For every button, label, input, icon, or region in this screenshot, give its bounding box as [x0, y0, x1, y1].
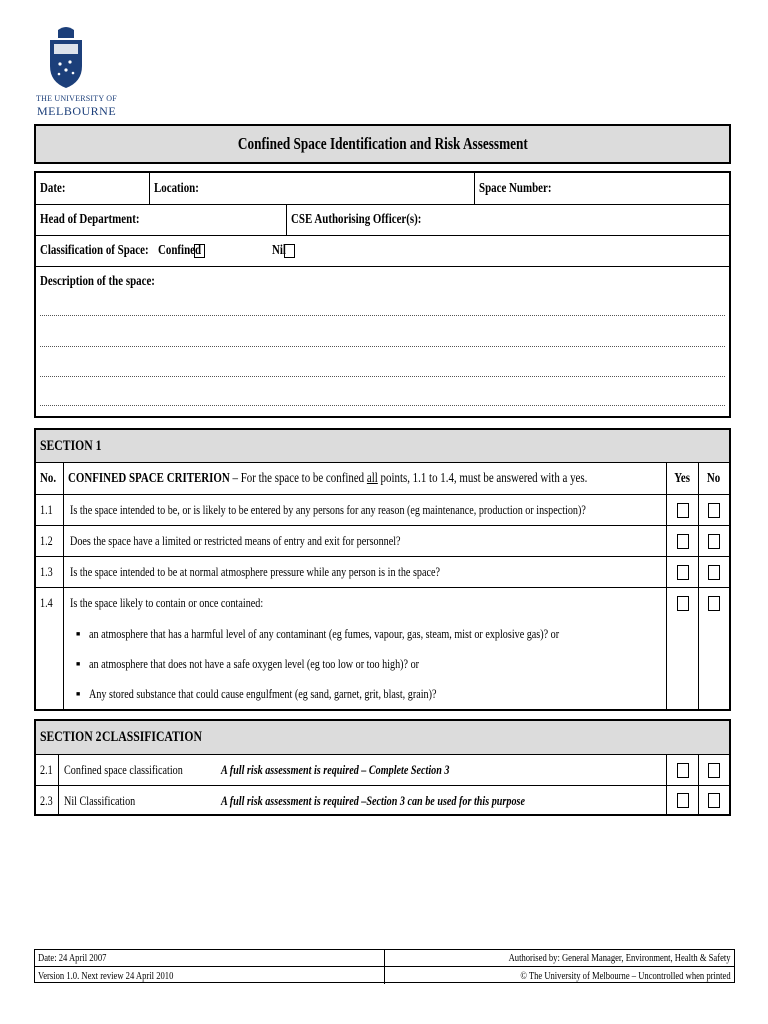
university-logo: [36, 26, 117, 120]
criterion-row-1-4: [36, 588, 729, 711]
row-number: 2.3: [40, 793, 53, 808]
yes-checkbox-1-1[interactable]: [677, 503, 689, 518]
yes-checkbox-1-3[interactable]: [677, 565, 689, 580]
no-column-header: No: [707, 470, 721, 486]
no-checkbox-1-3[interactable]: [708, 565, 720, 580]
info-row-classification: [36, 236, 729, 267]
description-line-4[interactable]: [40, 405, 725, 406]
row-number: 1.3: [40, 564, 53, 579]
description-label-cell: [36, 269, 187, 295]
section-1-column-header: [36, 463, 729, 495]
info-row-1: [36, 173, 729, 205]
logo-line-2: MELBOURNE: [37, 104, 117, 118]
no-checkbox-2-3[interactable]: [708, 793, 720, 808]
criterion-title: CONFINED SPACE CRITERION: [68, 470, 230, 486]
nil-option: [268, 236, 348, 266]
confined-label: Confined: [158, 243, 202, 258]
footer-version: Version 1.0. Next review 24 April 2010: [35, 967, 385, 984]
classification-label: Classification of Space:: [40, 243, 149, 258]
classification-label: Nil Classification: [64, 793, 136, 808]
row-number: 2.1: [40, 762, 53, 777]
footer-date: Date: 24 April 2007: [35, 950, 385, 967]
criterion-row-1-1: [36, 495, 729, 526]
no-checkbox-1-1[interactable]: [708, 503, 720, 518]
classification-label: Confined space classification: [64, 762, 183, 777]
logo-line-1: THE UNIVERSITY OF: [36, 94, 117, 103]
criterion-text: Is the space intended to be, or is likely to be entered by any persons for any reason (eg maintenance, production or inspection)?: [70, 502, 586, 517]
document-title-bar: [34, 124, 731, 164]
nil-label: Nil: [272, 243, 286, 258]
row-number: 1.1: [40, 502, 53, 517]
row-number: 1.2: [40, 533, 53, 548]
space-number-field[interactable]: [475, 173, 729, 204]
description-line-1[interactable]: [40, 315, 725, 316]
yes-checkbox-2-3[interactable]: [677, 793, 689, 808]
yes-checkbox-1-4[interactable]: [677, 596, 689, 611]
date-field[interactable]: [36, 173, 149, 204]
no-checkbox-1-2[interactable]: [708, 534, 720, 549]
no-checkbox-2-1[interactable]: [708, 763, 720, 778]
classification-note: A full risk assessment is required – Complete Section 3: [221, 762, 450, 777]
confined-option: [154, 236, 274, 266]
description-line-3[interactable]: [40, 376, 725, 377]
column-number-header: No.: [40, 470, 57, 486]
criterion-text: Is the space likely to contain or once contained:: [70, 595, 264, 610]
location-label: Location:: [154, 180, 199, 196]
section-1: [34, 428, 731, 711]
head-of-department-field[interactable]: [36, 205, 286, 235]
description-line-2[interactable]: [40, 346, 725, 347]
bullet-icon: ■: [76, 660, 81, 668]
section-2: [34, 719, 731, 816]
classification-label-cell: [36, 236, 154, 266]
cse-officer-label: CSE Authorising Officer(s):: [291, 212, 422, 227]
bullet-item: ■ an atmosphere that has a harmful level of any contaminant (eg fumes, vapour, gas, steam, mist or explosive gas)? or: [76, 626, 560, 641]
cse-officer-field[interactable]: [287, 205, 729, 235]
criterion-row-1-3: [36, 557, 729, 588]
bullet-icon: ■: [76, 630, 81, 638]
document-title: Confined Space Identification and Risk Assessment: [237, 134, 528, 153]
classification-row-2-1: [36, 755, 729, 786]
footer-authorised: Authorised by: General Manager, Environment, Health & Safety: [385, 950, 734, 967]
bullet-item: ■ Any stored substance that could cause engulfment (eg sand, garnet, grit, blast, grain)?: [76, 686, 437, 701]
bullet-item: ■ an atmosphere that does not have a safe oxygen level (eg too low or too high)? or: [76, 656, 420, 671]
document-footer: [34, 949, 735, 983]
criterion-text: Does the space have a limited or restricted means of entry and exit for personnel?: [70, 533, 401, 548]
criterion-row-1-2: [36, 526, 729, 557]
yes-checkbox-2-1[interactable]: [677, 763, 689, 778]
classification-row-2-3: [36, 786, 729, 816]
location-field[interactable]: [150, 173, 474, 204]
space-info-form: [34, 171, 731, 418]
classification-note: A full risk assessment is required –Section 3 can be used for this purpose: [221, 793, 525, 808]
description-label: Description of the space:: [40, 274, 155, 289]
section-2-heading: SECTION 2 CLASSIFICATION: [36, 721, 729, 755]
footer-copyright: © The University of Melbourne – Uncontrolled when printed: [520, 969, 731, 982]
head-of-department-label: Head of Department:: [40, 212, 140, 227]
university-crest-icon: [46, 26, 86, 90]
criterion-header: CONFINED SPACE CRITERION – For the space to be confined all points, 1.1 to 1.4, must be answered with a yes.: [68, 470, 588, 486]
section-1-heading: SECTION 1: [36, 430, 729, 463]
date-label: Date:: [40, 180, 66, 196]
row-number: 1.4: [40, 595, 53, 610]
yes-checkbox-1-2[interactable]: [677, 534, 689, 549]
info-row-2: [36, 205, 729, 236]
yes-column-header: Yes: [674, 470, 691, 486]
bullet-icon: ■: [76, 690, 81, 698]
space-number-label: Space Number:: [479, 180, 552, 196]
criterion-text: Is the space intended to be at normal atmosphere pressure while any person is in the space?: [70, 564, 440, 579]
no-checkbox-1-4[interactable]: [708, 596, 720, 611]
